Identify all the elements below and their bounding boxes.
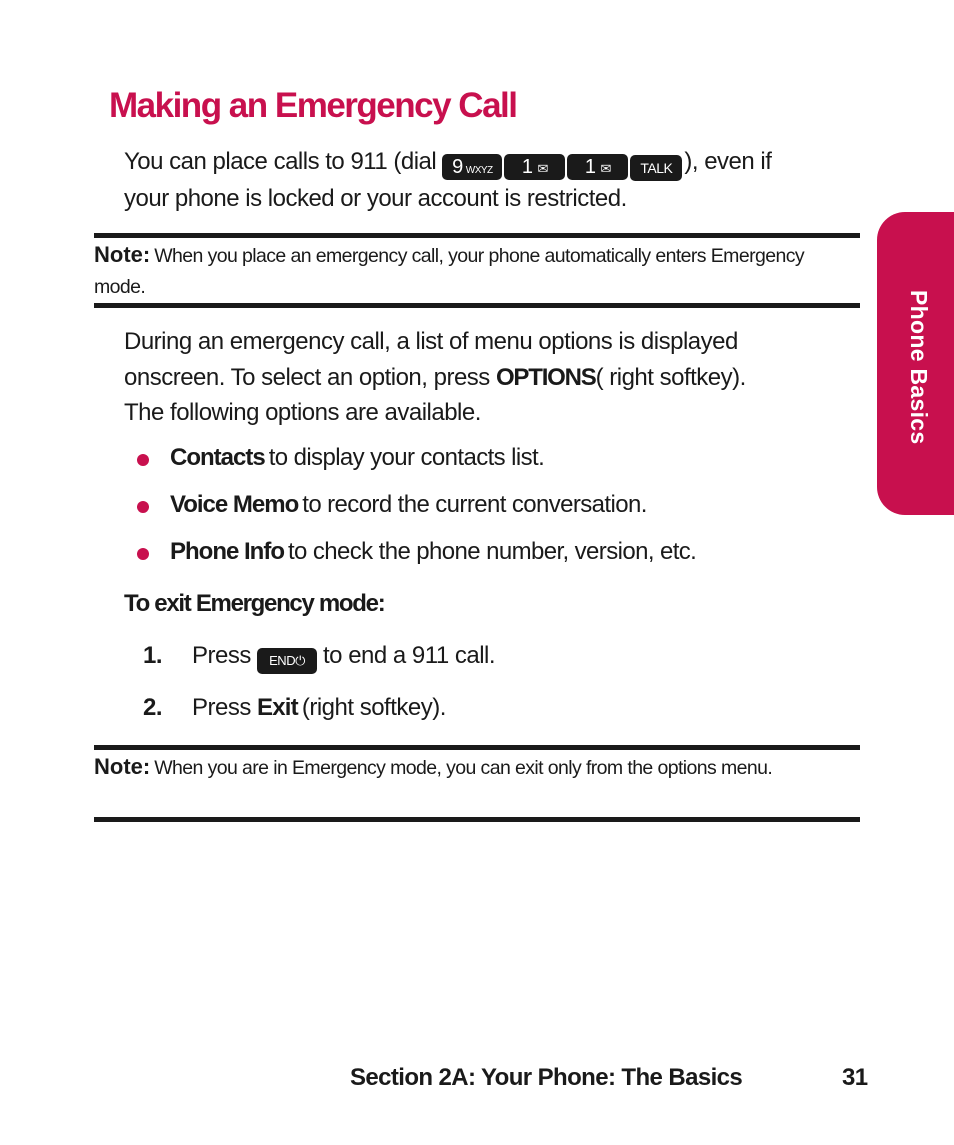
- step-1: 1. Press END⏻ to end a 911 call.: [143, 642, 495, 674]
- step-2: 2. Press Exit (right softkey).: [143, 694, 446, 721]
- power-icon: END⏻: [269, 653, 305, 668]
- talk-key: TALK: [630, 155, 682, 181]
- note-label: Note:: [94, 242, 151, 267]
- list-item: Phone Info to check the phone number, version, etc.: [137, 538, 847, 566]
- intro-line-2: your phone is locked or your account is restricted.: [124, 185, 627, 212]
- body-line-3: The following options are available.: [124, 399, 481, 426]
- body-line-2: onscreen. To select an option, press: [124, 363, 496, 391]
- body-paragraph: [124, 324, 864, 431]
- envelope-icon: ✉: [600, 161, 611, 176]
- body-line-1: During an emergency call, a list of menu options is displayed: [124, 328, 738, 355]
- list-item: Voice Memo to record the current conversation.: [137, 491, 847, 519]
- key-9: 9 WXYZ: [442, 154, 502, 180]
- body-line-2-end: ( right softkey).: [595, 363, 746, 391]
- section-tab-label: Phone Basics: [906, 290, 932, 445]
- end-key: [257, 648, 317, 674]
- options-label: OPTIONS: [495, 363, 596, 391]
- list-item: Contacts to display your contacts list.: [137, 444, 847, 472]
- bullet-icon: [137, 454, 149, 466]
- envelope-icon: ✉: [537, 161, 548, 176]
- key-1: 1 ✉: [504, 154, 565, 180]
- page-title: Making an Emergency Call: [109, 86, 517, 125]
- key-1-second: 1 ✉: [567, 154, 628, 180]
- exit-heading: To exit Emergency mode:: [124, 590, 385, 617]
- bullet-icon: [137, 548, 149, 560]
- bullet-icon: [137, 501, 149, 513]
- intro-text-after: ), even if: [684, 148, 772, 175]
- intro-text: You can place calls to 911 (dial: [124, 148, 437, 175]
- intro-paragraph: [124, 144, 864, 217]
- note-text: When you are in Emergency mode, you can exit only from the options menu.: [154, 757, 773, 779]
- page-number: 31: [842, 1064, 868, 1091]
- note-box: [94, 233, 860, 308]
- note-box: [94, 745, 860, 822]
- footer-section-title: Section 2A: Your Phone: The Basics: [350, 1064, 743, 1091]
- note-text: When you place an emergency call, your phone automatically enters Emergency mode.: [94, 245, 805, 298]
- note-label: Note:: [94, 754, 151, 779]
- exit-label: Exit: [257, 694, 298, 721]
